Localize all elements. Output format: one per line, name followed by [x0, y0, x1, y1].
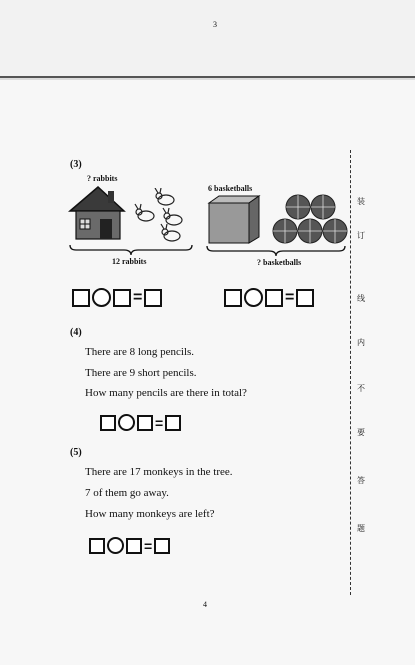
- answer-box[interactable]: [296, 289, 314, 307]
- q5-line-3: How many monkeys are left?: [85, 508, 215, 520]
- question-5-number: (5): [70, 447, 82, 458]
- answer-box[interactable]: [113, 289, 131, 307]
- answer-box[interactable]: [265, 289, 283, 307]
- question-4-number: (4): [70, 327, 82, 338]
- page-number-top: 3: [213, 20, 217, 29]
- q5-equation: [89, 537, 170, 554]
- answer-box[interactable]: [137, 415, 153, 431]
- binding-char: 内: [357, 338, 365, 347]
- q5-line-1: There are 17 monkeys in the tree.: [85, 466, 233, 478]
- q4-equation: [100, 414, 181, 431]
- equals-sign: =: [285, 288, 295, 306]
- equals-sign: =: [155, 414, 164, 431]
- q4-line-1: There are 8 long pencils.: [85, 346, 195, 358]
- operator-circle[interactable]: [107, 537, 124, 554]
- operator-circle[interactable]: [92, 288, 111, 307]
- answer-box[interactable]: [154, 538, 170, 554]
- equals-sign: =: [133, 288, 143, 306]
- operator-circle[interactable]: [244, 288, 263, 307]
- page-number-bottom: 4: [203, 600, 207, 609]
- q3-left-top-label: ? rabbits: [87, 174, 118, 183]
- equals-sign: =: [144, 537, 153, 554]
- q3-right-bottom-label: ? basketballs: [257, 258, 302, 267]
- binding-char: 订: [357, 231, 365, 240]
- q4-line-3: How many pencils are there in total?: [85, 387, 247, 399]
- right-bracket: [205, 245, 347, 257]
- q3-left-equation: [72, 288, 162, 307]
- previous-page-bottom: [0, 0, 415, 78]
- binding-char: 装: [357, 197, 365, 206]
- answer-box[interactable]: [144, 289, 162, 307]
- worksheet-page: [0, 80, 415, 665]
- house-illustration: [68, 183, 128, 243]
- binding-char: 要: [357, 428, 365, 437]
- q3-left-bottom-label: 12 rabbits: [112, 257, 147, 266]
- binding-char: 不: [357, 384, 365, 393]
- binding-char: 题: [357, 524, 365, 533]
- answer-box[interactable]: [126, 538, 142, 554]
- answer-box[interactable]: [224, 289, 242, 307]
- answer-box[interactable]: [165, 415, 181, 431]
- q3-right-equation: [224, 288, 314, 307]
- answer-box[interactable]: [100, 415, 116, 431]
- binding-line: [350, 150, 351, 595]
- operator-circle[interactable]: [118, 414, 135, 431]
- basketballs-illustration: [271, 193, 351, 247]
- left-bracket: [68, 244, 194, 256]
- binding-char: 线: [357, 294, 365, 303]
- question-3-number: (3): [70, 159, 82, 170]
- q4-line-2: There are 9 short pencils.: [85, 367, 197, 379]
- box-illustration: [207, 195, 261, 245]
- rabbits-illustration: [130, 188, 192, 244]
- q3-right-top-label: 6 basketballs: [208, 184, 253, 193]
- answer-box[interactable]: [89, 538, 105, 554]
- binding-char: 答: [357, 476, 365, 485]
- answer-box[interactable]: [72, 289, 90, 307]
- q5-line-2: 7 of them go away.: [85, 487, 169, 499]
